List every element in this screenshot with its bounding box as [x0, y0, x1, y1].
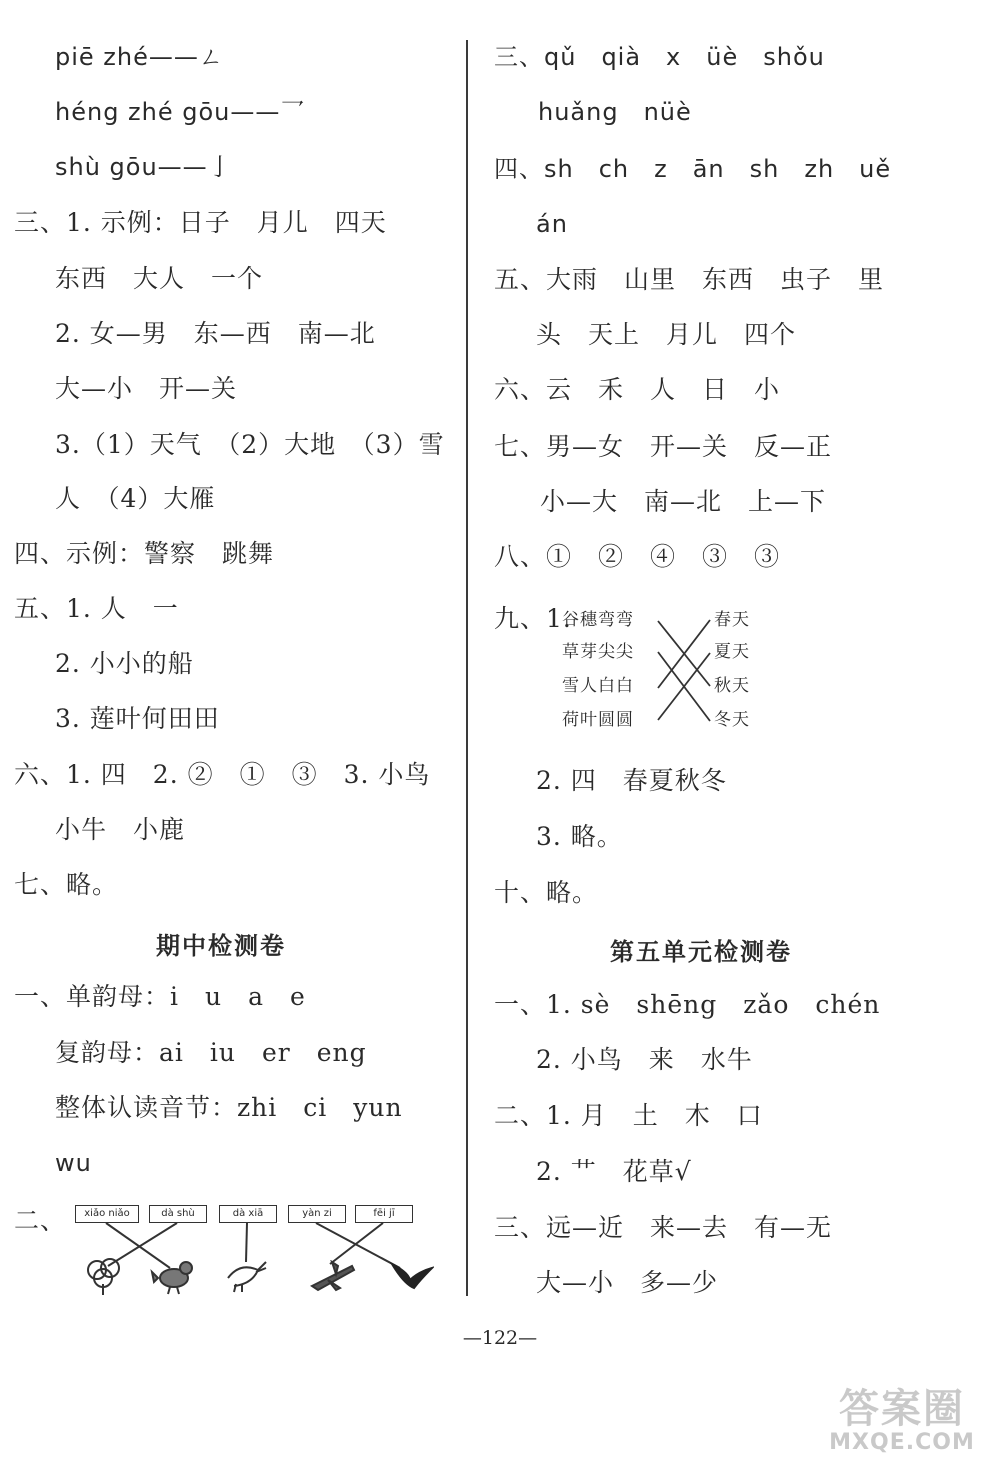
answer-line: 三、1. 示例：日子 月儿 四天	[14, 208, 387, 237]
pinyin-label-box: fēi jī	[355, 1205, 413, 1223]
swallow-picture	[388, 1258, 434, 1294]
pinyin-label-box: xiǎo niǎo	[75, 1205, 139, 1223]
answer-line: héng zhé gōu——乛	[55, 98, 306, 126]
season-clue: 雪人白白	[562, 676, 634, 696]
answer-line: 2. 女—男 东—西 南—北	[55, 319, 376, 348]
answer-line: shù gōu——亅	[55, 153, 233, 181]
answer-line: 九、1.	[494, 604, 572, 633]
shrimp-picture	[222, 1258, 268, 1294]
plane-picture	[310, 1260, 356, 1294]
answer-line: án	[536, 210, 568, 238]
season-name: 夏天	[714, 642, 750, 662]
answer-line: 2. 四 春夏秋冬	[536, 766, 727, 795]
season-match-lines	[478, 0, 998, 760]
season-clue: 荷叶圆圆	[562, 710, 634, 730]
answer-line: 头 天上 月儿 四个	[536, 320, 797, 349]
answer-line: 三、qǔ qià x üè shǒu	[494, 43, 825, 71]
pinyin-label-box: yàn zi	[288, 1205, 346, 1223]
answer-line: 复韵母：ai iu er eng	[55, 1038, 367, 1067]
season-name: 春天	[714, 610, 750, 630]
answer-line: 四、sh ch z ān sh zh uě	[494, 155, 892, 183]
answer-line: 整体认读音节：zhi ci yun	[55, 1093, 403, 1122]
answer-line: 六、1. 四 2. ② ① ③ 3. 小鸟	[14, 760, 431, 789]
answer-line: 2. 小小的船	[55, 649, 194, 678]
answer-line: 一、单韵母：i u a e	[14, 982, 306, 1011]
watermark	[812, 1388, 992, 1456]
tree-picture	[82, 1256, 126, 1296]
answer-line: 七、略。	[14, 870, 119, 899]
answer-line: 五、大雨 山里 东西 虫子 里	[494, 265, 885, 294]
answer-line: huǎng nüè	[538, 98, 692, 126]
season-clue: 谷穗弯弯	[562, 610, 634, 630]
answer-line: 小牛 小鹿	[55, 815, 186, 844]
answer-line: 四、示例：警察 跳舞	[14, 539, 275, 568]
answer-line: 八、① ② ④ ③ ③	[494, 542, 781, 571]
watermark-site: MXQE.COM	[829, 1430, 975, 1455]
answer-line: 3. 莲叶何田田	[55, 704, 220, 733]
page-number: —122—	[462, 1327, 538, 1349]
answer-line: 大—小 多—少	[536, 1268, 719, 1297]
pinyin-label-box: dà shù	[149, 1205, 207, 1223]
column-divider	[466, 40, 468, 1296]
watermark-logo: 答案圈	[839, 1386, 965, 1432]
answer-line: 十、略。	[494, 878, 599, 907]
section-title: 期中检测卷	[156, 932, 286, 960]
answer-line: 二、	[14, 1206, 67, 1235]
answer-line: 七、男—女 开—关 反—正	[494, 432, 833, 461]
answer-line: 3. 略。	[536, 822, 623, 851]
season-name: 秋天	[714, 676, 750, 696]
answer-line: 五、1. 人 一	[14, 594, 179, 623]
answer-line: 人 （4）大雁	[55, 484, 216, 513]
answer-line: wu	[55, 1149, 92, 1177]
answer-line: 小—大 南—北 上—下	[540, 487, 827, 516]
answer-line: 一、1. sè shēng zǎo chén	[494, 990, 881, 1019]
answer-line: piē zhé——ㄥ	[55, 43, 224, 71]
answer-line: 二、1. 月 土 木 口	[494, 1101, 763, 1130]
season-clue: 草芽尖尖	[562, 642, 634, 662]
section-title: 第五单元检测卷	[610, 938, 792, 966]
season-name: 冬天	[714, 710, 750, 730]
answer-line: 3.（1）天气 （2）大地 （3）雪	[55, 430, 445, 459]
answer-line: 2. 小鸟 来 水牛	[536, 1045, 753, 1074]
pinyin-label-box: dà xiā	[219, 1205, 277, 1223]
answer-line: 2. 艹 花草√	[536, 1157, 692, 1186]
answer-line: 六、云 禾 人 日 小	[494, 375, 781, 404]
answer-line: 东西 大人 一个	[55, 264, 264, 293]
matching-lines	[0, 0, 460, 1300]
bird-picture	[150, 1256, 196, 1296]
answer-line: 大—小 开—关	[55, 374, 238, 403]
answer-line: 三、远—近 来—去 有—无	[494, 1213, 833, 1242]
